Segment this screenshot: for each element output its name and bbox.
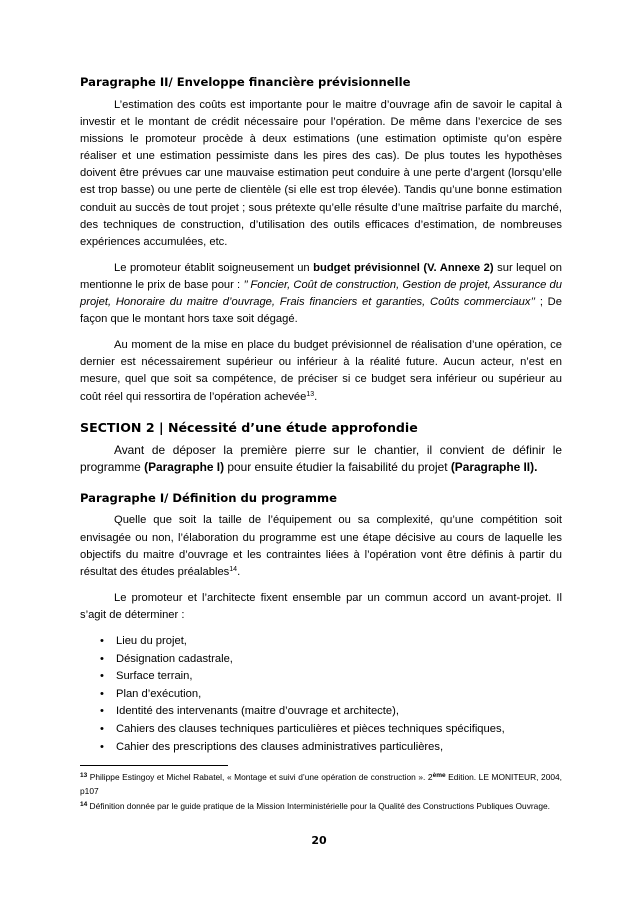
ref-paragraphe-i: (Paragraphe I) (144, 460, 225, 474)
footnote-13 (80, 771, 562, 798)
bullet-icon: • (100, 652, 104, 665)
text: Quelle que soit la taille de l’équipement ou sa complexité, qu’une compétition soit envisagée ou non, l’élaboration du programme est une étape décisive au cours de laquelle les objectifs du maitre d’ouvrage et les contraintes liées à l’opération vont être définis à partir du résultat des études préalables (80, 514, 562, 578)
bullet-icon: • (100, 705, 104, 718)
text: sur lequel on mentionne le prix de base pour : (80, 261, 563, 291)
text: Avant de déposer la première pierre sur le chantier, il convient de définir le programme (80, 442, 562, 474)
heading-section-2: SECTION 2 | Nécessité d’une étude approfondie (80, 419, 418, 435)
list-item (80, 721, 562, 739)
footnote-14 (80, 800, 562, 814)
bullet-list (80, 633, 562, 756)
list-item-text: Surface terrain, (116, 670, 193, 683)
paragraph-budget-reality (80, 337, 562, 405)
list-item (80, 651, 562, 669)
bullet-icon: • (100, 634, 104, 647)
bullet-icon: • (100, 740, 104, 753)
footnote-divider (80, 765, 228, 766)
heading-paragraphe-i: Paragraphe I/ Définition du programme (80, 491, 337, 506)
text: . (237, 565, 241, 578)
list-item (80, 668, 562, 686)
footnote-text: Philippe Estingoy et Michel Rabatel, « Montage et suivi d’une opération de construction ». 2 (87, 772, 433, 782)
footnote-number: 14 (80, 801, 88, 808)
list-item (80, 686, 562, 704)
paragraph-avant-projet: Le promoteur et l’architecte fixent ensemble par un commun accord un avant-projet. Il s’agit de déterminer : (80, 591, 562, 621)
page-body (80, 0, 562, 756)
page-number: 20 (311, 834, 327, 847)
bullet-icon: • (100, 670, 104, 683)
list-item (80, 633, 562, 651)
heading-paragraphe-ii: Paragraphe II/ Enveloppe financière prévisionnelle (80, 75, 411, 89)
paragraph-programme (80, 512, 562, 580)
list-item-text: Désignation cadastrale, (116, 652, 233, 665)
paragraph-estimation: L’estimation des coûts est importante pour le maitre d’ouvrage afin de savoir le capital à investir et le montant de crédit nécessaire pour l’opération. De même dans l’exercice de ses missions le promoteur procède à deux estimations (une estimation optimiste qu’on espère réaliser et une estimation pessimiste dans les pires des cas). De plus toutes les hypothèses doivent être prévues car une mauvaise estimation peut conduire à une perte d’argent (lorsqu’elle est trop basse) ou une perte de clientèle (si elle est trop élevée). Tandis qu’une bonne estimation conduit au succès de tout projet ; sous prétexte qu’elle résulte d’une maîtrise parfaite du marché, des techniques de construction, d’utilisation des outils efficaces d’estimation, de nombreuses expériences accumulées, etc. (80, 99, 562, 248)
text: . (314, 390, 318, 403)
paragraph-budget (80, 260, 562, 328)
budget-annexe-ref: budget prévisionnel (V. Annexe 2) (313, 261, 494, 274)
bullet-icon: • (100, 687, 104, 700)
footnote-ref-13[interactable]: 13 (306, 390, 315, 398)
list-item (80, 703, 562, 721)
list-item (80, 739, 562, 757)
footnote-text: Définition donnée par le guide pratique de la Mission Interministérielle pour la Qualité des Constructions Publiques Ouvrage. (87, 801, 550, 811)
footnote-superscript: ème (432, 772, 446, 779)
footnote-text: Edition. LE MONITEUR, 2004, p107 (80, 772, 562, 796)
text: pour ensuite étudier la faisabilité du projet (224, 460, 451, 474)
list-item-text: Identité des intervenants (maitre d’ouvrage et architecte), (116, 705, 399, 718)
list-item-text: Cahiers des clauses techniques particulières et pièces techniques spécifiques, (116, 722, 505, 735)
footnote-ref-14[interactable]: 14 (229, 565, 238, 573)
list-item-text: Lieu du projet, (116, 634, 187, 647)
ref-paragraphe-ii: (Paragraphe II). (450, 460, 538, 474)
paragraph-section-intro (80, 442, 562, 477)
budget-items: ’’ Foncier, Coût de construction, Gestion de projet, Assurance du projet, Honoraire du maitre d’ouvrage, Frais financiers et garanties, Coûts commerciaux’’ (80, 278, 562, 309)
bullet-icon: • (100, 722, 104, 735)
text: Le promoteur établit soigneusement un (114, 261, 314, 274)
list-item-text: Plan d’exécution, (116, 687, 202, 700)
text: Au moment de la mise en place du budget prévisionnel de réalisation d’une opération, ce dernier est nécessairement supérieur ou inférieur à la réalité future. Aucun acteur, n’est en mesure, quel que soit sa compétence, de préciser si ce budget sera inférieur ou supérieur au coût réel qui ressortira de l’opération achevée (80, 339, 562, 403)
text: ; De façon que le montant hors taxe soit dégagé. (80, 296, 562, 326)
list-item-text: Cahier des prescriptions des clauses administratives particulières, (116, 740, 444, 753)
footnote-number: 13 (80, 772, 88, 779)
